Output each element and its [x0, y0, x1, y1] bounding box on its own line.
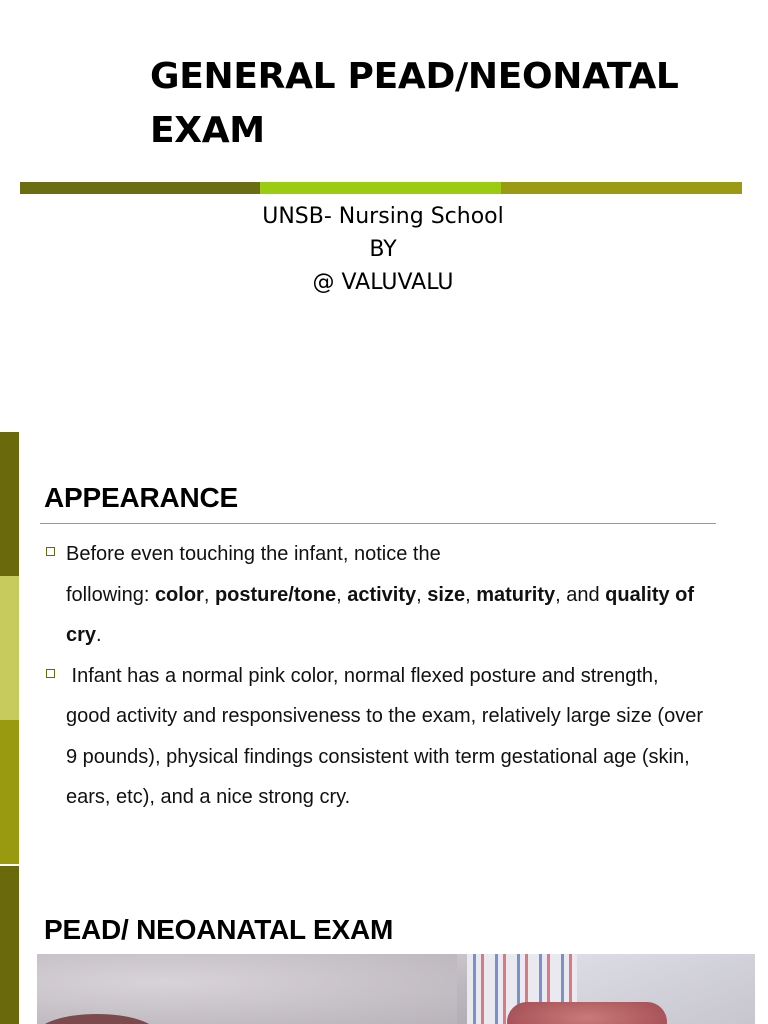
subtitle-line-3: @ VALUVALU [312, 270, 454, 295]
slide-title [150, 50, 740, 158]
text-run: . [96, 624, 102, 646]
title-slide [0, 0, 768, 420]
exam-slide [0, 866, 768, 1024]
bullet-list [44, 534, 744, 818]
list-item [44, 656, 744, 818]
bullet-line: 9 pounds), physical findings consistent with term gestational age (skin, [66, 745, 690, 768]
title-line-1: GENERAL PEAD/NEONATAL [150, 56, 679, 97]
square-bullet-icon [46, 547, 55, 556]
divider-stripe-dark [20, 182, 260, 194]
divider-stripe-light [260, 182, 501, 194]
bold-term: size [427, 583, 466, 606]
text-run: following: [66, 583, 155, 606]
appearance-slide [0, 432, 768, 864]
text-run: , [203, 583, 215, 606]
side-accent-bar [0, 720, 19, 864]
text-run: , and [555, 583, 606, 606]
bold-term: quality of [605, 583, 695, 606]
bold-term: posture/tone [214, 583, 337, 606]
subtitle-line-1: UNSB- Nursing School [262, 204, 504, 229]
text-run: , [336, 583, 348, 606]
infant-arm [507, 1002, 667, 1024]
bold-term: maturity [476, 583, 556, 606]
heading-rule [40, 523, 716, 524]
side-accent-bar [0, 576, 19, 720]
bullet-line: good activity and responsiveness to the exam, relatively large size (over [66, 705, 703, 727]
newborn-photo [37, 954, 755, 1024]
bullet-line: Before even touching the infant, notice the [66, 543, 441, 565]
bullet-line [66, 615, 744, 656]
bold-term: activity [347, 583, 417, 606]
bold-term: cry [66, 624, 97, 646]
section-heading: PEAD/ NEOANATAL EXAM [44, 914, 394, 945]
bullet-line: Infant has a normal pink color, normal flexed posture and strength, [66, 664, 659, 687]
divider-stripe-olive [501, 182, 742, 194]
bullet-line: ears, etc), and a nice strong cry. [66, 786, 351, 808]
slide-subtitle [0, 200, 766, 299]
square-bullet-icon [46, 669, 55, 678]
bullet-line [66, 575, 744, 616]
side-accent-bar [0, 866, 19, 1024]
subtitle-line-2: BY [369, 237, 397, 262]
text-run: , [465, 583, 477, 606]
section-heading: APPEARANCE [44, 482, 239, 513]
text-run: , [416, 583, 428, 606]
title-line-2: EXAM [150, 110, 265, 151]
list-item [44, 534, 744, 656]
bold-term: color [154, 583, 204, 606]
side-accent-bar [0, 432, 19, 576]
